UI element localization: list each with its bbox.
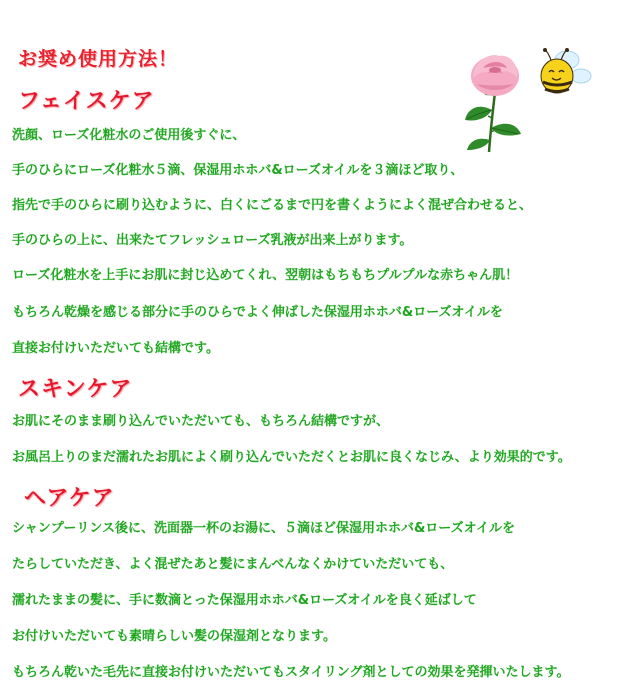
main-title: お奨め使用方法！ [18, 48, 179, 70]
face-care-line-5: ローズ化粧水を上手にお肌に封じ込めてくれ、翌朝はもちもちプルプルな赤ちゃん肌！ [12, 268, 519, 283]
hair-care-line-4: お付けいただいても素晴らしい髪の保湿剤となります。 [12, 629, 336, 644]
face-care-line-2: 手のひらにローズ化粧水５滴、保湿用ホホバ&ローズオイルを３滴ほど取り、 [12, 163, 464, 178]
face-care-line-7: 直接お付けいただいても結構です。 [12, 341, 219, 356]
hair-care-line-2: たらしていただき、よく混ぜたあと髪にまんべんなくかけていただいても、 [12, 557, 454, 572]
section-title-face-care: フェイスケア [18, 89, 155, 114]
hair-care-line-3: 濡れたままの髪に、手に数滴とった保湿用ホホバ&ローズオイルを良く延ばして [12, 593, 477, 608]
skin-care-line-1: お肌にそのまま刷り込んでいただいても、もちろん結構ですが、 [12, 414, 390, 429]
face-care-line-3: 指先で手のひらに刷り込むように、白くにごるまで円を書くようによく混ぜ合わせると、 [12, 198, 533, 213]
rose-icon [465, 55, 521, 152]
face-care-line-4: 手のひらの上に、出来たてフレッシュローズ乳液が出来上がります。 [12, 233, 413, 248]
section-title-hair-care: ヘアケア [24, 486, 115, 511]
hair-care-line-5: もちろん乾いた毛先に直接お付けいただいてもスタイリング剤としての効果を発揮いたします。 [12, 665, 570, 680]
face-care-line-6: もちろん乾燥を感じる部分に手のひらでよく伸ばした保湿用ホホバ&ローズオイルを [12, 305, 503, 320]
hair-care-line-1: シャンプーリンス後に、洗面器一杯のお湯に、５滴ほど保湿用ホホバ&ローズオイルを [12, 521, 515, 536]
rose-and-bee-illustration [455, 40, 595, 155]
face-care-line-1: 洗顔、ローズ化粧水のご使用後すぐに、 [12, 128, 246, 143]
skin-care-line-2: お風呂上りのまだ濡れたお肌によく刷り込んでいただくとお肌に良くなじみ、より効果的です。 [12, 450, 571, 465]
bee-icon [541, 48, 591, 93]
section-title-skin-care: スキンケア [18, 377, 133, 402]
